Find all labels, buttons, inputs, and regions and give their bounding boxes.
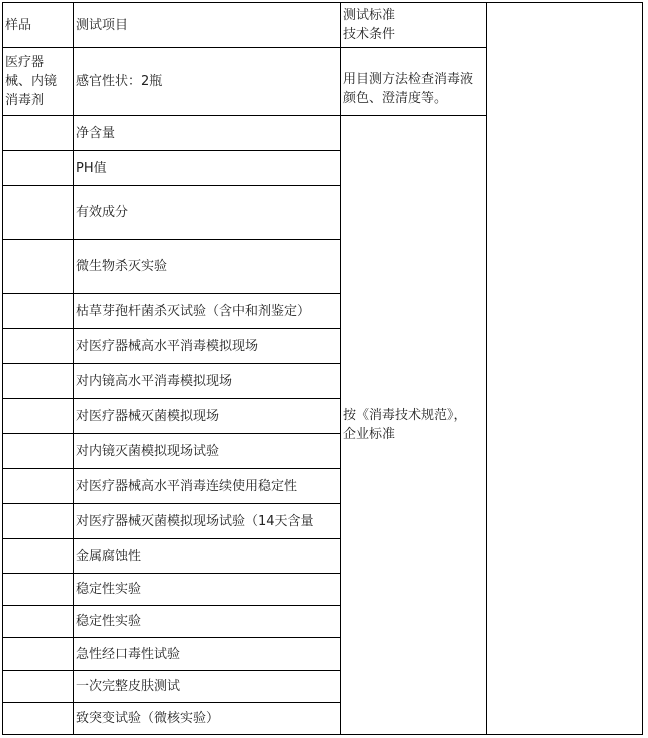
header-standard-line1: 测试标准 <box>343 8 396 23</box>
header-item: 测试项目 <box>74 3 341 48</box>
standard-line2: 颜色、澄清度等。 <box>343 90 448 106</box>
merged-standard-cell <box>341 116 487 735</box>
sample-line1: 医疗器 <box>5 55 45 70</box>
item-cell: 微生物杀灭实验 <box>74 240 341 294</box>
item-cell: 有效成分 <box>74 186 341 240</box>
sample-cell <box>3 671 74 703</box>
item-cell: 一次完整皮肤测试 <box>74 671 341 703</box>
item-cell: 对医疗器械灭菌模拟现场试验（14天含量 <box>74 504 341 539</box>
sample-cell <box>3 574 74 606</box>
item-cell: 对医疗器械高水平消毒模拟现场 <box>74 329 341 364</box>
sample-cell <box>3 48 74 116</box>
header-sample: 样品 <box>3 3 74 48</box>
test-table <box>2 2 487 735</box>
table-row <box>3 48 487 116</box>
sample-cell <box>3 638 74 671</box>
header-standard-line2: 技术条件 <box>343 27 396 42</box>
item-cell: 对内镜灭菌模拟现场试验 <box>74 434 341 469</box>
item-cell: 金属腐蚀性 <box>74 539 341 574</box>
sample-line3: 消毒剂 <box>5 93 45 108</box>
merged-standard-line2: 企业标准 <box>343 427 396 442</box>
sample-cell <box>3 434 74 469</box>
sample-cell <box>3 504 74 539</box>
sample-cell <box>3 539 74 574</box>
sample-cell <box>3 186 74 240</box>
item-cell: 致突变试验（微核实验） <box>74 703 341 735</box>
item-cell: 急性经口毒性试验 <box>74 638 341 671</box>
merged-standard-line1: 按《消毒技术规范》， <box>343 408 467 423</box>
item-cell: 对医疗器械高水平消毒连续使用稳定性 <box>74 469 341 504</box>
item-cell: 稳定性实验 <box>74 574 341 606</box>
sample-cell <box>3 116 74 151</box>
sample-cell <box>3 703 74 735</box>
standard-line1: 用目测方法检查消毒液 <box>343 71 474 87</box>
sample-cell <box>3 151 74 186</box>
item-cell: 枯草芽孢杆菌杀灭试验（含中和剂鉴定） <box>74 294 341 329</box>
item-cell: 净含量 <box>74 116 341 151</box>
item-cell: 感官性状：2瓶 <box>74 48 341 116</box>
sample-cell <box>3 399 74 434</box>
sample-cell <box>3 240 74 294</box>
item-cell: 对医疗器械灭菌模拟现场 <box>74 399 341 434</box>
sample-cell <box>3 469 74 504</box>
sample-line2: 械、内镜 <box>5 74 58 89</box>
sample-cell <box>3 364 74 399</box>
standard-cell <box>341 48 487 116</box>
table-header-row <box>3 3 487 48</box>
item-cell: PH值 <box>74 151 341 186</box>
sample-cell <box>3 329 74 364</box>
header-standard <box>341 3 487 48</box>
table-row <box>3 116 487 151</box>
sample-cell <box>3 606 74 638</box>
item-cell: 对内镜高水平消毒模拟现场 <box>74 364 341 399</box>
item-cell: 稳定性实验 <box>74 606 341 638</box>
sample-cell <box>3 294 74 329</box>
